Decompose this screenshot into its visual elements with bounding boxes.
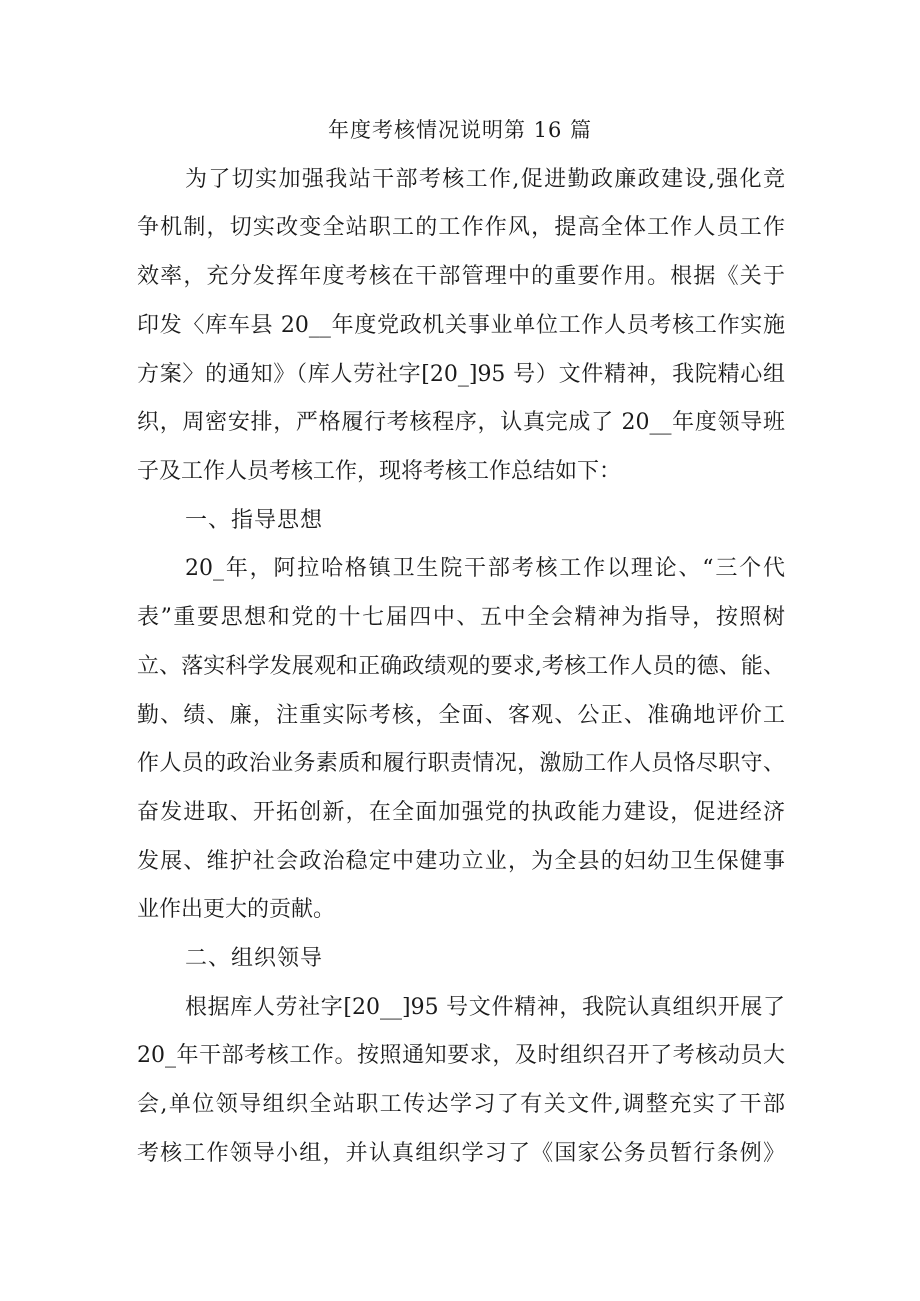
document-title: 年度考核情况说明第 16 篇	[327, 118, 593, 142]
paragraph-line: 20_年干部考核工作。按照通知要求，及时组织召开了考核动员大	[137, 1043, 785, 1068]
paragraph-line: 考核工作领导小组，并认真组织学习了《国家公务员暂行条例》	[137, 1141, 785, 1166]
section-heading: 一、指导思想	[185, 508, 324, 533]
paragraph-line: 20_年，阿拉哈格镇卫生院干部考核工作以理论、“三个代	[185, 556, 785, 581]
paragraph-line: 业作出更大的贡献。	[137, 897, 336, 922]
paragraph-line: 作人员的政治业务素质和履行职责情况，激励工作人员恪尽职守、	[137, 751, 785, 776]
paragraph-line: 表”重要思想和党的十七届四中、五中全会精神为指导，按照树	[137, 605, 785, 630]
paragraph-line: 为了切实加强我站干部考核工作,促进勤政廉政建设,强化竞	[185, 167, 785, 192]
paragraph-line: 效率，充分发挥年度考核在干部管理中的重要作用。根据《关于	[137, 264, 785, 289]
paragraph-line: 奋发进取、开拓创新，在全面加强党的执政能力建设，促进经济	[137, 800, 785, 825]
section-heading: 二、组织领导	[185, 946, 324, 971]
paragraph-line: 会,单位领导组织全站职工传达学习了有关文件,调整充实了干部	[137, 1092, 785, 1117]
paragraph-line: 织，周密安排，严格履行考核程序，认真完成了 20__年度领导班	[137, 410, 785, 435]
paragraph-line: 根据库人劳社字[20__]95 号文件精神，我院认真组织开展了	[185, 995, 785, 1020]
paragraph-line: 立、落实科学发展观和正确政绩观的要求,考核工作人员的德、能、	[137, 654, 785, 679]
paragraph-line: 争机制，切实改变全站职工的工作作风，提高全体工作人员工作	[137, 215, 785, 240]
paragraph-line: 印发〈库车县 20__年度党政机关事业单位工作人员考核工作实施	[137, 313, 785, 338]
paragraph-line: 发展、维护社会政治稳定中建功立业，为全县的妇幼卫生保健事	[137, 849, 785, 874]
paragraph-line: 勤、绩、廉，注重实际考核，全面、客观、公正、准确地评价工	[137, 703, 785, 728]
paragraph-line: 方案〉的通知》（库人劳社字[20_]95 号）文件精神，我院精心组	[137, 362, 785, 387]
paragraph-line: 子及工作人员考核工作，现将考核工作总结如下：	[137, 459, 622, 484]
